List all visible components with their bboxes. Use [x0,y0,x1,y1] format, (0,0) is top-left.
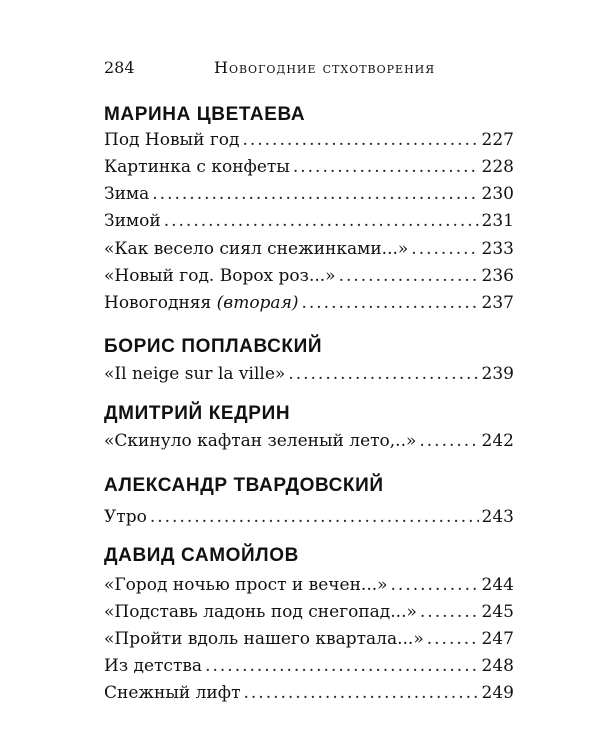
toc-entry-page: 245 [481,602,514,622]
toc-entry-page: 230 [481,184,514,204]
toc-entry-title: «Il neige sur la ville» [104,364,286,384]
toc-entry[interactable] [104,211,514,237]
toc-entry-title: «Новый год. Ворох роз...» [104,266,336,286]
toc-entry[interactable] [104,364,514,390]
toc-entry-title: «Как весело сиял снежинками...» [104,239,409,259]
running-title: Новогодние стхотворения [214,58,436,77]
toc-entry-title: «Скинуло кафтан зеленый лето,..» [104,431,417,451]
toc-entry-title: Зима [104,184,150,204]
toc-entry-title: Из детства [104,656,203,676]
toc-entry-title: Утро [104,507,147,527]
toc-entry-title: Под Новый год [104,130,240,150]
leader-dots [391,575,479,595]
toc-entry-page: 247 [481,629,514,649]
toc-entry-subtitle: (вторая) [216,293,299,313]
leader-dots [420,602,479,622]
leader-dots [293,157,479,177]
author-heading: ДАВИД САМОЙЛОВ [104,545,299,566]
toc-entry-title: Снежный лифт [104,683,241,703]
leader-dots [411,239,478,259]
author-heading: ДМИТРИЙ КЕДРИН [104,403,291,424]
leader-dots [205,656,478,676]
toc-entry[interactable] [104,602,514,628]
toc-entry[interactable] [104,629,514,655]
toc-entry[interactable] [104,130,514,156]
toc-entry[interactable] [104,575,514,601]
leader-dots [150,507,479,527]
toc-entry[interactable] [104,431,514,457]
toc-entry-page: 249 [481,683,514,703]
author-heading: МАРИНА ЦВЕТАЕВА [104,104,306,125]
toc-entry-page: 248 [481,656,514,676]
toc-entry-page: 231 [481,211,514,231]
toc-entry[interactable] [104,683,514,709]
toc-entry-page: 236 [481,266,514,286]
toc-entry-title: «Город ночью прост и вечен...» [104,575,388,595]
toc-entry-page: 239 [481,364,514,384]
toc-entry[interactable] [104,656,514,682]
toc-entry-page: 243 [481,507,514,527]
toc-entry-page: 233 [481,239,514,259]
toc-entry[interactable] [104,184,514,210]
leader-dots [164,211,479,231]
toc-entry-title: «Подставь ладонь под снегопад...» [104,602,417,622]
toc-entry-title: Новогодняя (вторая) [104,293,299,313]
leader-dots [288,364,478,384]
leader-dots [243,683,478,703]
toc-entry-page: 237 [481,293,514,313]
toc-entry-title: Картинка с конфеты [104,157,290,177]
author-heading: БОРИС ПОПЛАВСКИЙ [104,336,323,357]
toc-entry[interactable] [104,157,514,183]
leader-dots [339,266,479,286]
toc-entry[interactable] [104,293,514,319]
toc-entry[interactable] [104,266,514,292]
leader-dots [419,431,478,451]
toc-entry-title: Зимой [104,211,161,231]
author-heading: АЛЕКСАНДР ТВАРДОВСКИЙ [104,475,384,496]
leader-dots [152,184,478,204]
toc-entry-title: «Пройти вдоль нашего квартала...» [104,629,424,649]
toc-page [104,0,514,750]
page-number: 284 [104,58,135,77]
leader-dots [427,629,479,649]
toc-entry-page: 242 [481,431,514,451]
running-head [104,58,514,80]
leader-dots [242,130,478,150]
toc-entry-page: 227 [481,130,514,150]
toc-entry-page: 244 [481,575,514,595]
toc-entry[interactable] [104,239,514,265]
toc-entry-page: 228 [481,157,514,177]
leader-dots [301,293,478,313]
toc-entry[interactable] [104,507,514,533]
